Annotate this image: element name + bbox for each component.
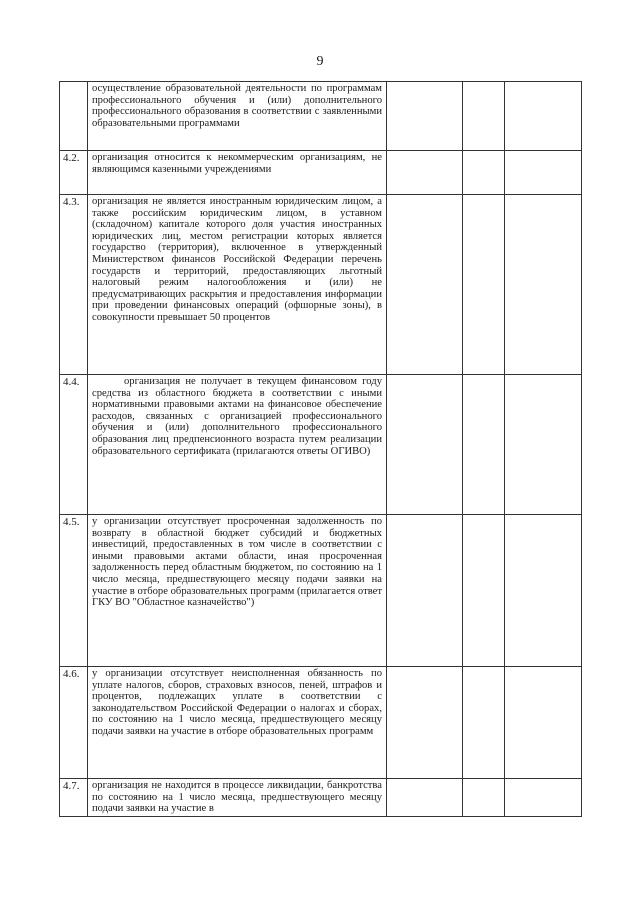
empty-cell bbox=[387, 82, 463, 151]
empty-cell bbox=[387, 779, 463, 817]
row-text: осуществление образовательной деятельности по программам профессионального обучения и (или) дополнительного профессионального образования в соответствии с заявленными образовательными программами bbox=[88, 82, 387, 151]
empty-cell bbox=[505, 375, 582, 515]
empty-cell bbox=[505, 515, 582, 667]
row-text: у организации отсутствует просроченная задолженность по возврату в областной бюджет субсидий и бюджетных инвестиций, предоставленных в том числе в соответствии с иными правовыми актами области, иная просроченная задолженность перед областным бюджетом, по состоянию на 1 число месяца, предшествующего месяцу подачи заявки на участие в отборе образовательных программ (прилагается ответ ГКУ ВО "Областное казначейство") bbox=[88, 515, 387, 667]
table-row bbox=[60, 515, 582, 667]
empty-cell bbox=[463, 375, 505, 515]
row-number: 4.4. bbox=[60, 375, 88, 515]
empty-cell bbox=[387, 195, 463, 375]
table-row bbox=[60, 82, 582, 151]
row-number: 4.3. bbox=[60, 195, 88, 375]
empty-cell bbox=[505, 667, 582, 779]
row-text: организация не получает в текущем финансовом году средства из областного бюджета в соответствии с иными нормативными правовыми актами на финансовое обеспечение расходов, связанных с организацией профессионального обучения и (или) дополнительного профессионального образования лиц предпенсионного возраста путем реализации образовательного сертификата (прилагаются ответы ОГИВО) bbox=[88, 375, 387, 515]
empty-cell bbox=[463, 195, 505, 375]
row-text: организация не находится в процессе ликвидации, банкротства по состоянию на 1 число месяца, предшествующего месяцу подачи заявки на участие в bbox=[88, 779, 387, 817]
empty-cell bbox=[505, 779, 582, 817]
row-number bbox=[60, 82, 88, 151]
empty-cell bbox=[505, 82, 582, 151]
empty-cell bbox=[463, 779, 505, 817]
requirements-table bbox=[59, 81, 582, 817]
empty-cell bbox=[505, 195, 582, 375]
row-number: 4.2. bbox=[60, 151, 88, 195]
empty-cell bbox=[463, 82, 505, 151]
empty-cell bbox=[463, 667, 505, 779]
row-text: организация относится к некоммерческим организациям, не являющимся казенными учреждениями bbox=[88, 151, 387, 195]
empty-cell bbox=[463, 151, 505, 195]
empty-cell bbox=[387, 515, 463, 667]
row-number: 4.5. bbox=[60, 515, 88, 667]
empty-cell bbox=[387, 667, 463, 779]
empty-cell bbox=[463, 515, 505, 667]
row-text: организация не является иностранным юридическим лицом, а также российским юридическим лицом, в уставном (складочном) капитале которого доля участия иностранных юридических лиц, местом регистрации которых является государство (территория), включенное в утвержденный Министерством финансов Российской Федерации перечень государств и территорий, предоставляющих льготный налоговый режим налогообложения и (или) не предусматривающих раскрытия и предоставления информации при проведении финансовых операций (офшорные зоны), в совокупности превышает 50 процентов bbox=[88, 195, 387, 375]
row-number: 4.7. bbox=[60, 779, 88, 817]
table-row bbox=[60, 667, 582, 779]
empty-cell bbox=[505, 151, 582, 195]
page-number: 9 bbox=[316, 54, 324, 69]
row-number: 4.6. bbox=[60, 667, 88, 779]
empty-cell bbox=[387, 151, 463, 195]
table-row bbox=[60, 195, 582, 375]
table-row bbox=[60, 375, 582, 515]
table-row bbox=[60, 151, 582, 195]
empty-cell bbox=[387, 375, 463, 515]
row-text: у организации отсутствует неисполненная обязанность по уплате налогов, сборов, страховых взносов, пеней, штрафов и процентов, подлежащих уплате в соответствии с законодательством Российской Федерации о налогах и сборах, по состоянию на 1 число месяца, предшествующего месяцу подачи заявки на участие в отборе образовательных программ bbox=[88, 667, 387, 779]
table-row bbox=[60, 779, 582, 817]
